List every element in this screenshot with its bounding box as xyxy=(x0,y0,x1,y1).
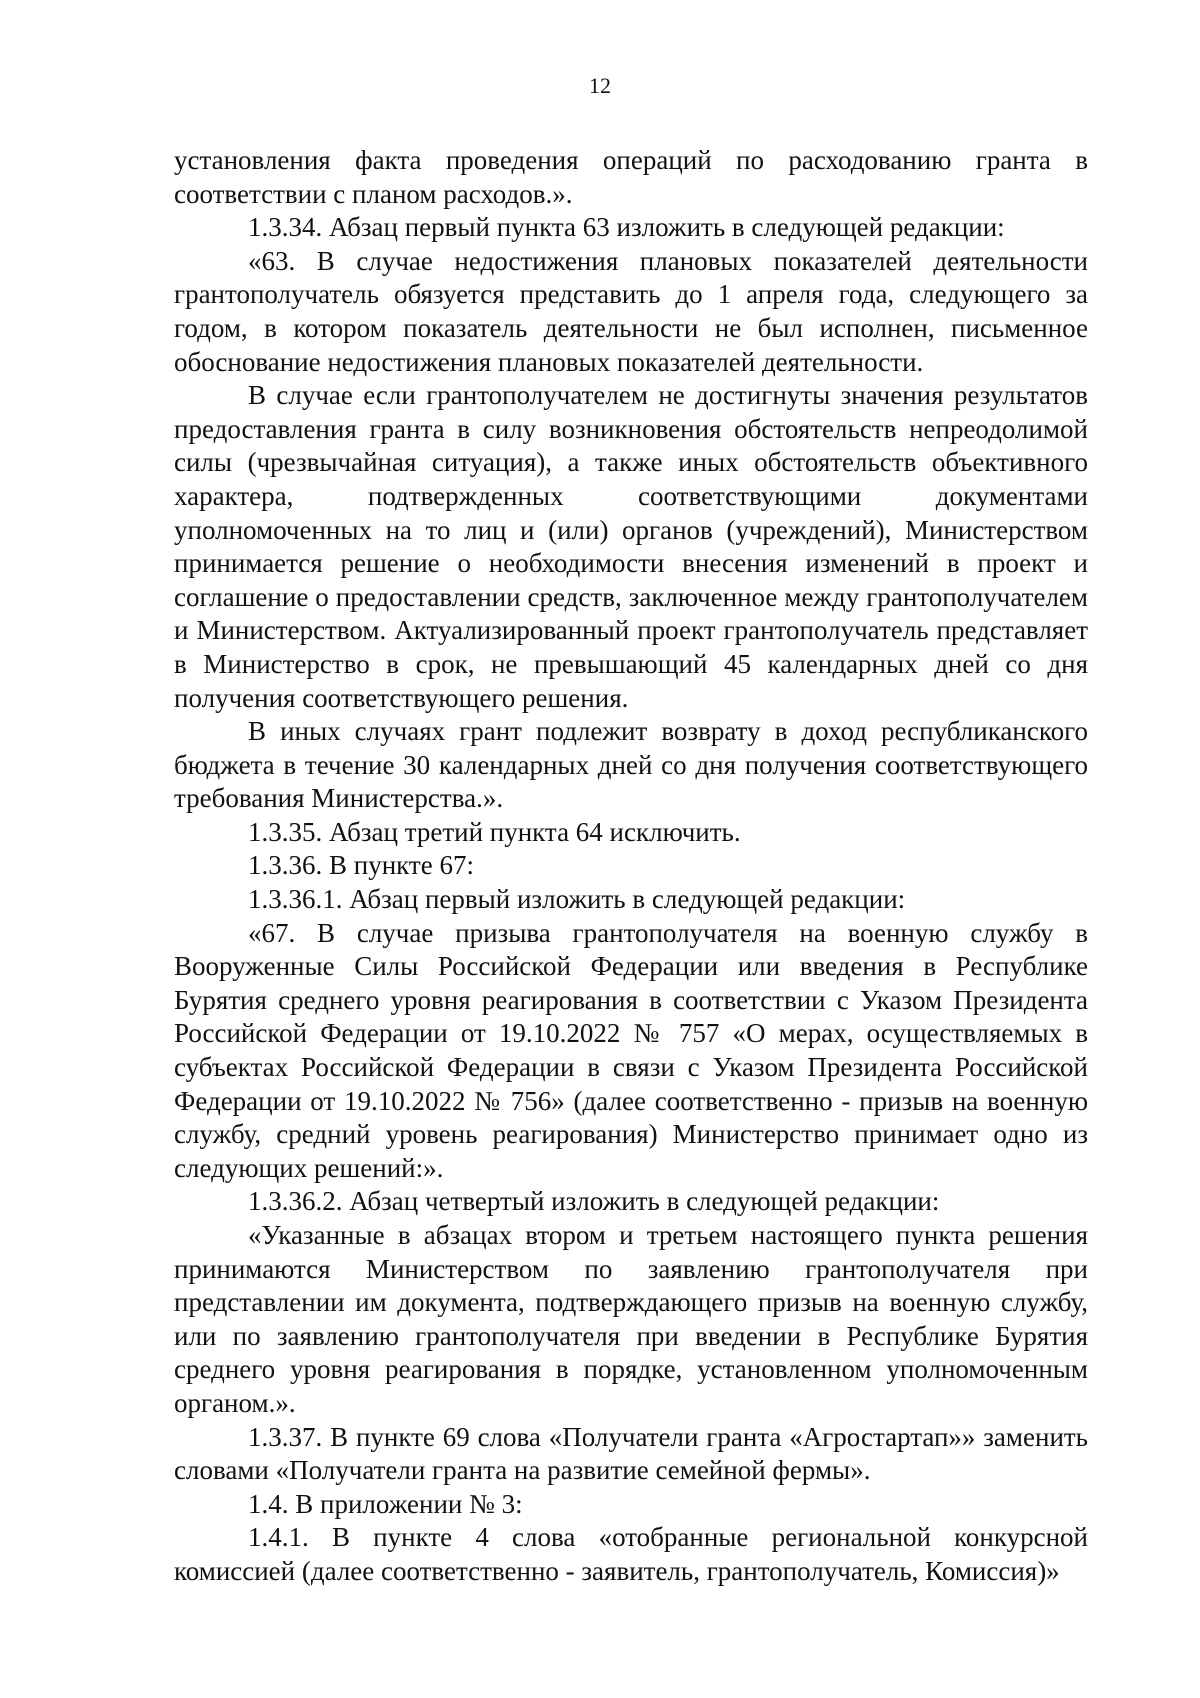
paragraph: 1.4. В приложении № 3: xyxy=(248,1488,523,1519)
paragraph: 1.3.36.2. Абзац четвертый изложить в следующей редакции: xyxy=(248,1186,940,1217)
paragraph: 1.3.34. Абзац первый пункта 63 изложить в следующей редакции: xyxy=(248,212,1005,243)
paragraph: 1.3.36.1. Абзац первый изложить в следующей редакции: xyxy=(248,884,906,915)
paragraph: «67. В случае призыва грантополучателя на военную службу в Вооруженные Силы Российской Федерации или введения в Республике Бурятия среднего уровня реагирования в соответствии с Указом Президента Российской Федерации от 19.10.2022 № 757 «О мерах, осуществляемых в субъектах Российской Федерации в связи с Указом Президента Российской Федерации от 19.10.2022 № 756» (далее соответственно - призыв на военную службу, средний уровень реагирования) Министерство принимает одно из следующих решений:». xyxy=(174,917,1088,1183)
paragraph: В иных случаях грант подлежит возврату в доход республиканского бюджета в течение 30 календарных дней со дня получения соответствующего требования Министерства.». xyxy=(174,716,1088,814)
paragraph: «63. В случае недостижения плановых показателей деятельности грантополучатель обязуется представить до 1 апреля года, следующего за годом, в котором показатель деятельности не был исполнен, письменное обоснование недостижения плановых показателей деятельности. xyxy=(174,245,1088,377)
paragraph: установления факта проведения операций по расходованию гранта в соответствии с планом расходов.». xyxy=(174,145,1088,209)
page-number: 12 xyxy=(589,73,611,98)
paragraph: 1.4.1. В пункте 4 слова «отобранные региональной конкурсной комиссией (далее соответственно - заявитель, грантополучатель, Комиссия)» xyxy=(174,1522,1088,1586)
paragraph: 1.3.36. В пункте 67: xyxy=(248,850,474,881)
paragraph: В случае если грантополучателем не достигнуты значения результатов предоставления гранта в силу возникновения обстоятельств непреодолимой силы (чрезвычайная ситуация), а также иных обстоятельств объективного характера, подтвержденных соответствующими документами уполномоченных на то лиц и (или) органов (учреждений), Министерством принимается решение о необходимости внесения изменений в проект и соглашение о предоставлении средств, заключенное между грантополучателем и Министерством. Актуализированный проект грантополучатель представляет в Министерство в срок, не превышающий 45 календарных дней со дня получения соответствующего решения. xyxy=(174,380,1088,713)
paragraph: 1.3.35. Абзац третий пункта 64 исключить. xyxy=(248,816,741,847)
paragraph: «Указанные в абзацах втором и третьем настоящего пункта решения принимаются Министерством по заявлению грантополучателя при представлении им документа, подтверждающего призыв на военную службу, или по заявлению грантополучателя при введении в Республике Бурятия среднего уровня реагирования в порядке, установленном уполномоченным органом.». xyxy=(174,1220,1088,1418)
paragraph: 1.3.37. В пункте 69 слова «Получатели гранта «Агростартап»» заменить словами «Получатели гранта на развитие семейной фермы». xyxy=(174,1421,1088,1486)
document-body xyxy=(174,144,1088,1589)
